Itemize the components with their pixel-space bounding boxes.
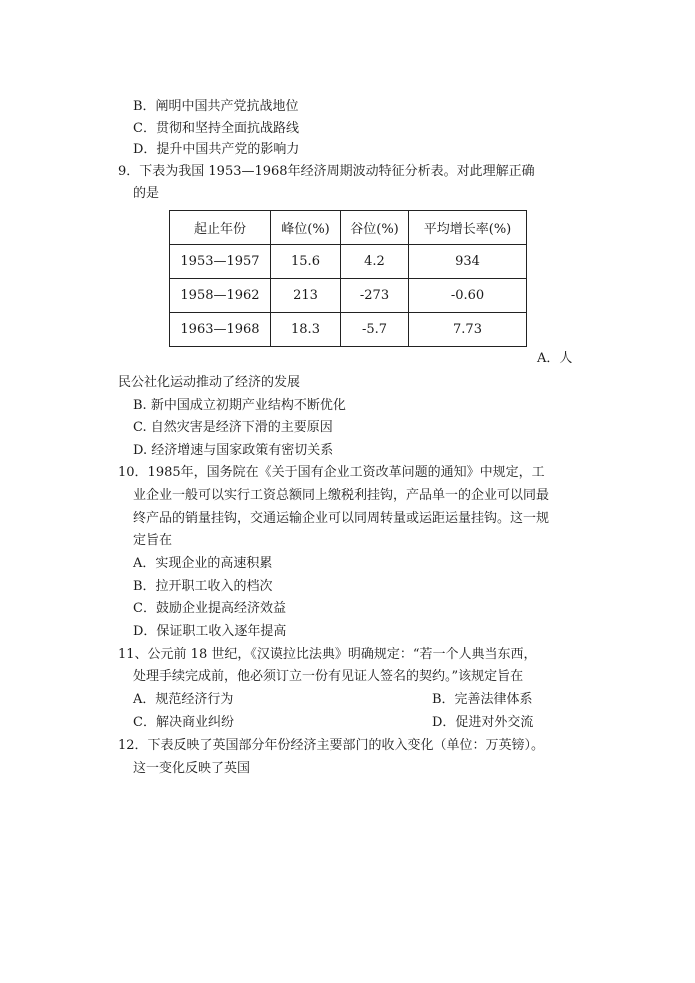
q11-option-b: B．完善法律体系 [432,692,533,707]
q9-stem-line1: 9．下表为我国 1953—1968年经济周期波动特征分析表。对此理解正确 [118,164,535,179]
table-cell: 7.73 [409,313,527,347]
q10-option-b: B．拉开职工收入的档次 [133,579,273,594]
table-cell: -0.60 [409,279,527,313]
prev-option-c: C．贯彻和坚持全面抗战路线 [133,121,299,136]
table-header-cell: 起止年份 [170,211,271,245]
table-row [170,245,527,279]
q9-option-a-tail: 民公社化运动推动了经济的发展 [118,375,301,390]
q10-option-a: A．实现企业的高速积累 [133,556,273,571]
q11-line1: 11、公元前 18 世纪，《汉谟拉比法典》明确规定：“若一个人典当东西， [118,647,537,662]
q11-option-c: C．解决商业纠纷 [133,715,234,730]
prev-option-b: B．阐明中国共产党抗战地位 [133,99,299,114]
q11-option-a: A．规范经济行为 [133,692,234,707]
table-cell: 15.6 [271,245,341,279]
table-header-cell: 峰位(%) [271,211,341,245]
q10-line1: 10．1985年，国务院在《关于国有企业工资改革问题的通知》中规定，工 [118,465,545,480]
table-header-row [170,211,527,245]
table-cell: -5.7 [341,313,409,347]
q12-line2: 这一变化反映了英国 [133,761,251,776]
table-cell: 1958—1962 [170,279,271,313]
q11-line2: 处理手续完成前，他必须订立一份有见证人签名的契约。”该规定旨在 [133,669,524,684]
q9-table [169,210,527,347]
q10-option-d: D．保证职工收入逐年提高 [133,624,287,639]
table-cell: 4.2 [341,245,409,279]
table-cell: 18.3 [271,313,341,347]
q9-option-a-head: A．人 [537,351,573,366]
table-header-cell: 谷位(%) [341,211,409,245]
table-row [170,313,527,347]
q11-option-d: D．促进对外交流 [432,715,534,730]
table-cell: -273 [341,279,409,313]
table-cell: 1953—1957 [170,245,271,279]
table-cell: 1963—1968 [170,313,271,347]
q9-option-d: D. 经济增速与国家政策有密切关系 [133,443,334,458]
q9-option-c: C. 自然灾害是经济下滑的主要原因 [133,420,333,435]
table-cell: 213 [271,279,341,313]
table-header-cell: 平均增长率(%) [409,211,527,245]
q9-stem-line2: 的是 [133,186,160,201]
q9-option-b: B. 新中国成立初期产业结构不断优化 [133,398,346,413]
q10-line3: 终产品的销量挂钩，交通运输企业可以同周转量或运距运量挂钩。这一规 [133,511,550,526]
table-cell: 934 [409,245,527,279]
table-row [170,279,527,313]
prev-option-d: D．提升中国共产党的影响力 [133,142,300,157]
q12-line1: 12．下表反映了英国部分年份经济主要部门的收入变化（单位：万英镑）。 [118,738,545,753]
q10-option-c: C．鼓励企业提高经济效益 [133,601,286,616]
q10-line4: 定旨在 [133,533,173,548]
q10-line2: 业企业一般可以实行工资总额同上缴税利挂钩，产品单一的企业可以同最 [133,488,550,503]
